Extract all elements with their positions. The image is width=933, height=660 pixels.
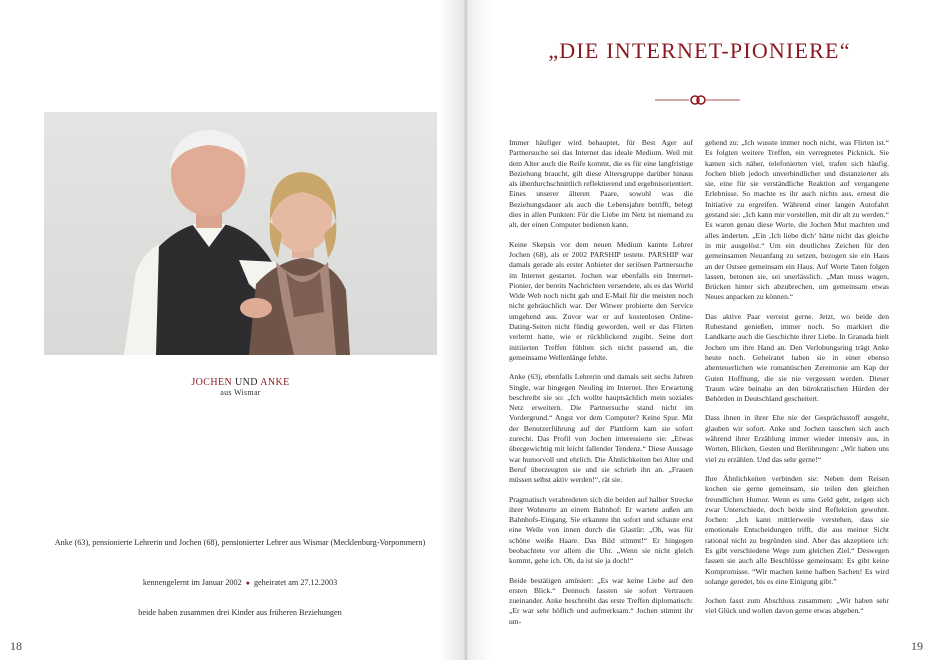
bullet-dot-icon: ● xyxy=(245,579,250,587)
caption-name-anke: ANKE xyxy=(260,377,290,388)
couple-photo xyxy=(44,112,437,355)
met-date: kennengelernt im Januar 2002 xyxy=(142,578,242,587)
page-number-right: 19 xyxy=(911,639,923,653)
photo-caption-location: aus Wismar xyxy=(220,388,261,397)
paragraph: Ihre Ähnlichkeiten verbinden sie: Neben dem Reisen kochen sie gerne gemeinsam, sie teilen den gleichen freundlichen Humor. Wenn es ums Geld geht, zeigen sich zwar Unterschiede, doch beide sind Reflektion gewohnt. Jochen: „Ich kann mittlerweile verstehen, dass sie emotionale Entscheidungen trifft, die aus meiner Sicht rational nicht zu begründen sind. Aber das akzeptiere ich: Es gibt verschiedene Wege zum gleichen Ziel.“ Deswegen fassen sie auch alle Beschlüsse gemeinsam: Es gibt keine Kompromisse. “Wir machen keine halben Sachen! Es wird solange geredet, bis es eine Einigung gibt.” xyxy=(705,473,889,586)
caption-name-jochen: JOCHEN xyxy=(191,377,233,388)
paragraph: gehend zu: „Ich wusste immer noch nicht, was Flirten ist.“ Es folgten weitere Treffen, ein verregnetes Picknick. Sie kamen sich näher, telefonierten viel, trafen sich häufig. Jochen blieb jedoch unverbindlicher und distanzierter als sie, eine für sie verständliche Reaktion auf vergangene Erlebnisse. So machte es ihr auch nichts aus, erneut die Initiative zu ergreifen. Während einer langen Autofahrt gestand sie: „Ich kann mir vorstellen, mit dir alt zu werden.“ Es waren genau diese Worte, die Jochen Mut machten und alles änderten. „Ein ‚Ich liebe dich‘ hätte nicht das gleiche in mir ausgelöst.“ Um ein deutliches Zeichen für den gemeinsamen Neuanfang zu setzen, bezogen sie ein Haus an der Ostsee gemeinsam ein Haus. Auf Worte Taten folgen lassen, betonen sie, sei unerlässlich. „Man muss wagen, Brücken hinter sich abzubrechen, um gemeinsam etwas Neues anpacken zu können.“ xyxy=(705,138,889,302)
couple-photo-illustration xyxy=(44,112,437,355)
paragraph: Jochen fasst zum Abschluss zusammen: „Wir haben sehr viel Glück und wollen davon gerne etwas abgeben.“ xyxy=(705,596,889,616)
couple-children-info: beide haben zusammen drei Kinder aus früheren Beziehungen xyxy=(138,608,342,617)
page-number-left: 18 xyxy=(10,639,22,653)
paragraph: Das aktive Paar verreist gerne. Jetzt, wo beide den Ruhestand genießen, immer noch. So markiert die Landkarte auch die Geschichte ihrer Liebe. In Granada hielt Jochen um ihre Hand an. Den Verlobungsring trägt Anke heute noch. Geheiratet haben sie in einer ebenso abenteuerlichen wie romantischen Zeremonie am Kap der Guten Hoffnung, die sie nie vergessen werden. Dieser Traum wäre beinahe an den bürokratischen Hürden der Behörden in Deutschland gescheitert. xyxy=(705,311,889,404)
wedding-date: geheiratet am 27.12.2003 xyxy=(253,578,338,587)
photo-caption-names xyxy=(44,377,437,388)
couple-dates-info xyxy=(40,577,440,589)
caption-and: UND xyxy=(235,377,258,388)
book-gutter-shadow xyxy=(440,0,492,660)
rings-ornament-icon xyxy=(655,94,740,106)
paragraph: Anke (63), ebenfalls Lehrerin und damals seit sechs Jahren Single, war hingegen Neuling im Internet. Ihre Erwartung beschreibt sie so: „Ich wollte hauptsächlich mein soziales Netz erweitern. Die Partnersuche stand nicht im Vordergrund.“ Angst vor dem Computer? Keine Spur. Mit der Benutzerführung auf der Plattform kam sie sofort zurecht. Das Profil von Jochen interessierte sie: „Etwas übergewichtig mit leicht fallender Tendenz.“ Diese Aussage war humorvoll und ehrlich. Die Ähnlichkeiten bei Alter und Beruf überzeugten sie und sie schrieb ihn an. „Frauen müssen selbst aktiv werden!“, rät sie. xyxy=(509,372,693,485)
paragraph: Immer häufiger wird behauptet, für Best Ager auf Partnersuche sei das Internet das ideale Medium. Weil mit dem Alter auch die Reife kommt, die es für eine langfristige Beziehung braucht, gilt diese Altersgruppe darüber hinaus als überdurchschnittlich reflektierend und ergebnisorientiert. Eines unserer älteren Paare, sowohl was die Beziehungsdauer als auch die Lebensjahre betrifft, belegt dies in allen Punkten: Für die Liebe im Netz ist niemand zu alt, der einen Computer bedienen kann. xyxy=(509,138,693,230)
paragraph: Beide bestätigen amüsiert: „Es war keine Liebe auf den ersten Blick.“ Dennoch fassten sie sofort Vertrauen zueinander. Anke beschreibt das erste Treffen diplomatisch: „Er war sehr höflich und aufmerksam.“ Jochen stimmt ihr um- xyxy=(509,575,693,626)
paragraph: Pragmatisch verabredeten sich die beiden auf halber Strecke ihrer Wohnorte an einem Bahnhof: Er wartete außen am Bahnhofs-Eingang. Sie erkannte ihn sofort und schaute erst eine Weile von innen durch die Glastür: „Oh, was für schöne weiße Haare. Das Bild stimmt!“ Er hingegen beobachtete vor allem die Uhr. „Wenn sie nicht gleich kommt, gehe ich. Oh, da ist sie ja doch!“ xyxy=(509,494,693,566)
article-title: „DIE INTERNET-PIONIERE“ xyxy=(548,38,851,63)
article-column-1 xyxy=(509,138,693,636)
paragraph: Dass ihnen in ihrer Ehe nie der Gesprächsstoff ausgeht, glauben wir sofort. Anke und Jochen tauschen sich auch während ihrer Erzählung immer wieder intensiv aus, in Worten, Blicken, Gesten und Berührungen: „Wir haben uns viel zu erzählen. Und das sehr gerne!“ xyxy=(705,413,889,464)
article-column-2 xyxy=(705,138,889,626)
couple-persons-info: Anke (63), pensionierte Lehrerin und Jochen (68), pensionierter Lehrer aus Wismar (Mecklenburg-Vorpommern) xyxy=(54,538,426,547)
paragraph: Keine Skepsis vor dem neuen Medium kannte Lehrer Jochen (68), als er 2002 PARSHIP testete. PARSHIP war damals gerade als erster Anbieter der seriösen Partnersuche im Internet gestartet. Jochen war ebenfalls ein Internet-Pionier, der bereits Nachrichten versendete, als es das World Wide Web noch nicht gab und E-Mail für die meisten noch nicht gebräuchlich war. Der Witwer probierte den Service umgehend aus. Zuvor war er auf kostenlosen Online-Dating-Seiten nicht fündig geworden, weil er das Flirten verlernt hatte, wie er rückblickend zugibt. Seine dort initiierten Treffen fühlten sich nicht passend an, die gemeinsame Wellenlänge fehlte. xyxy=(509,239,693,362)
